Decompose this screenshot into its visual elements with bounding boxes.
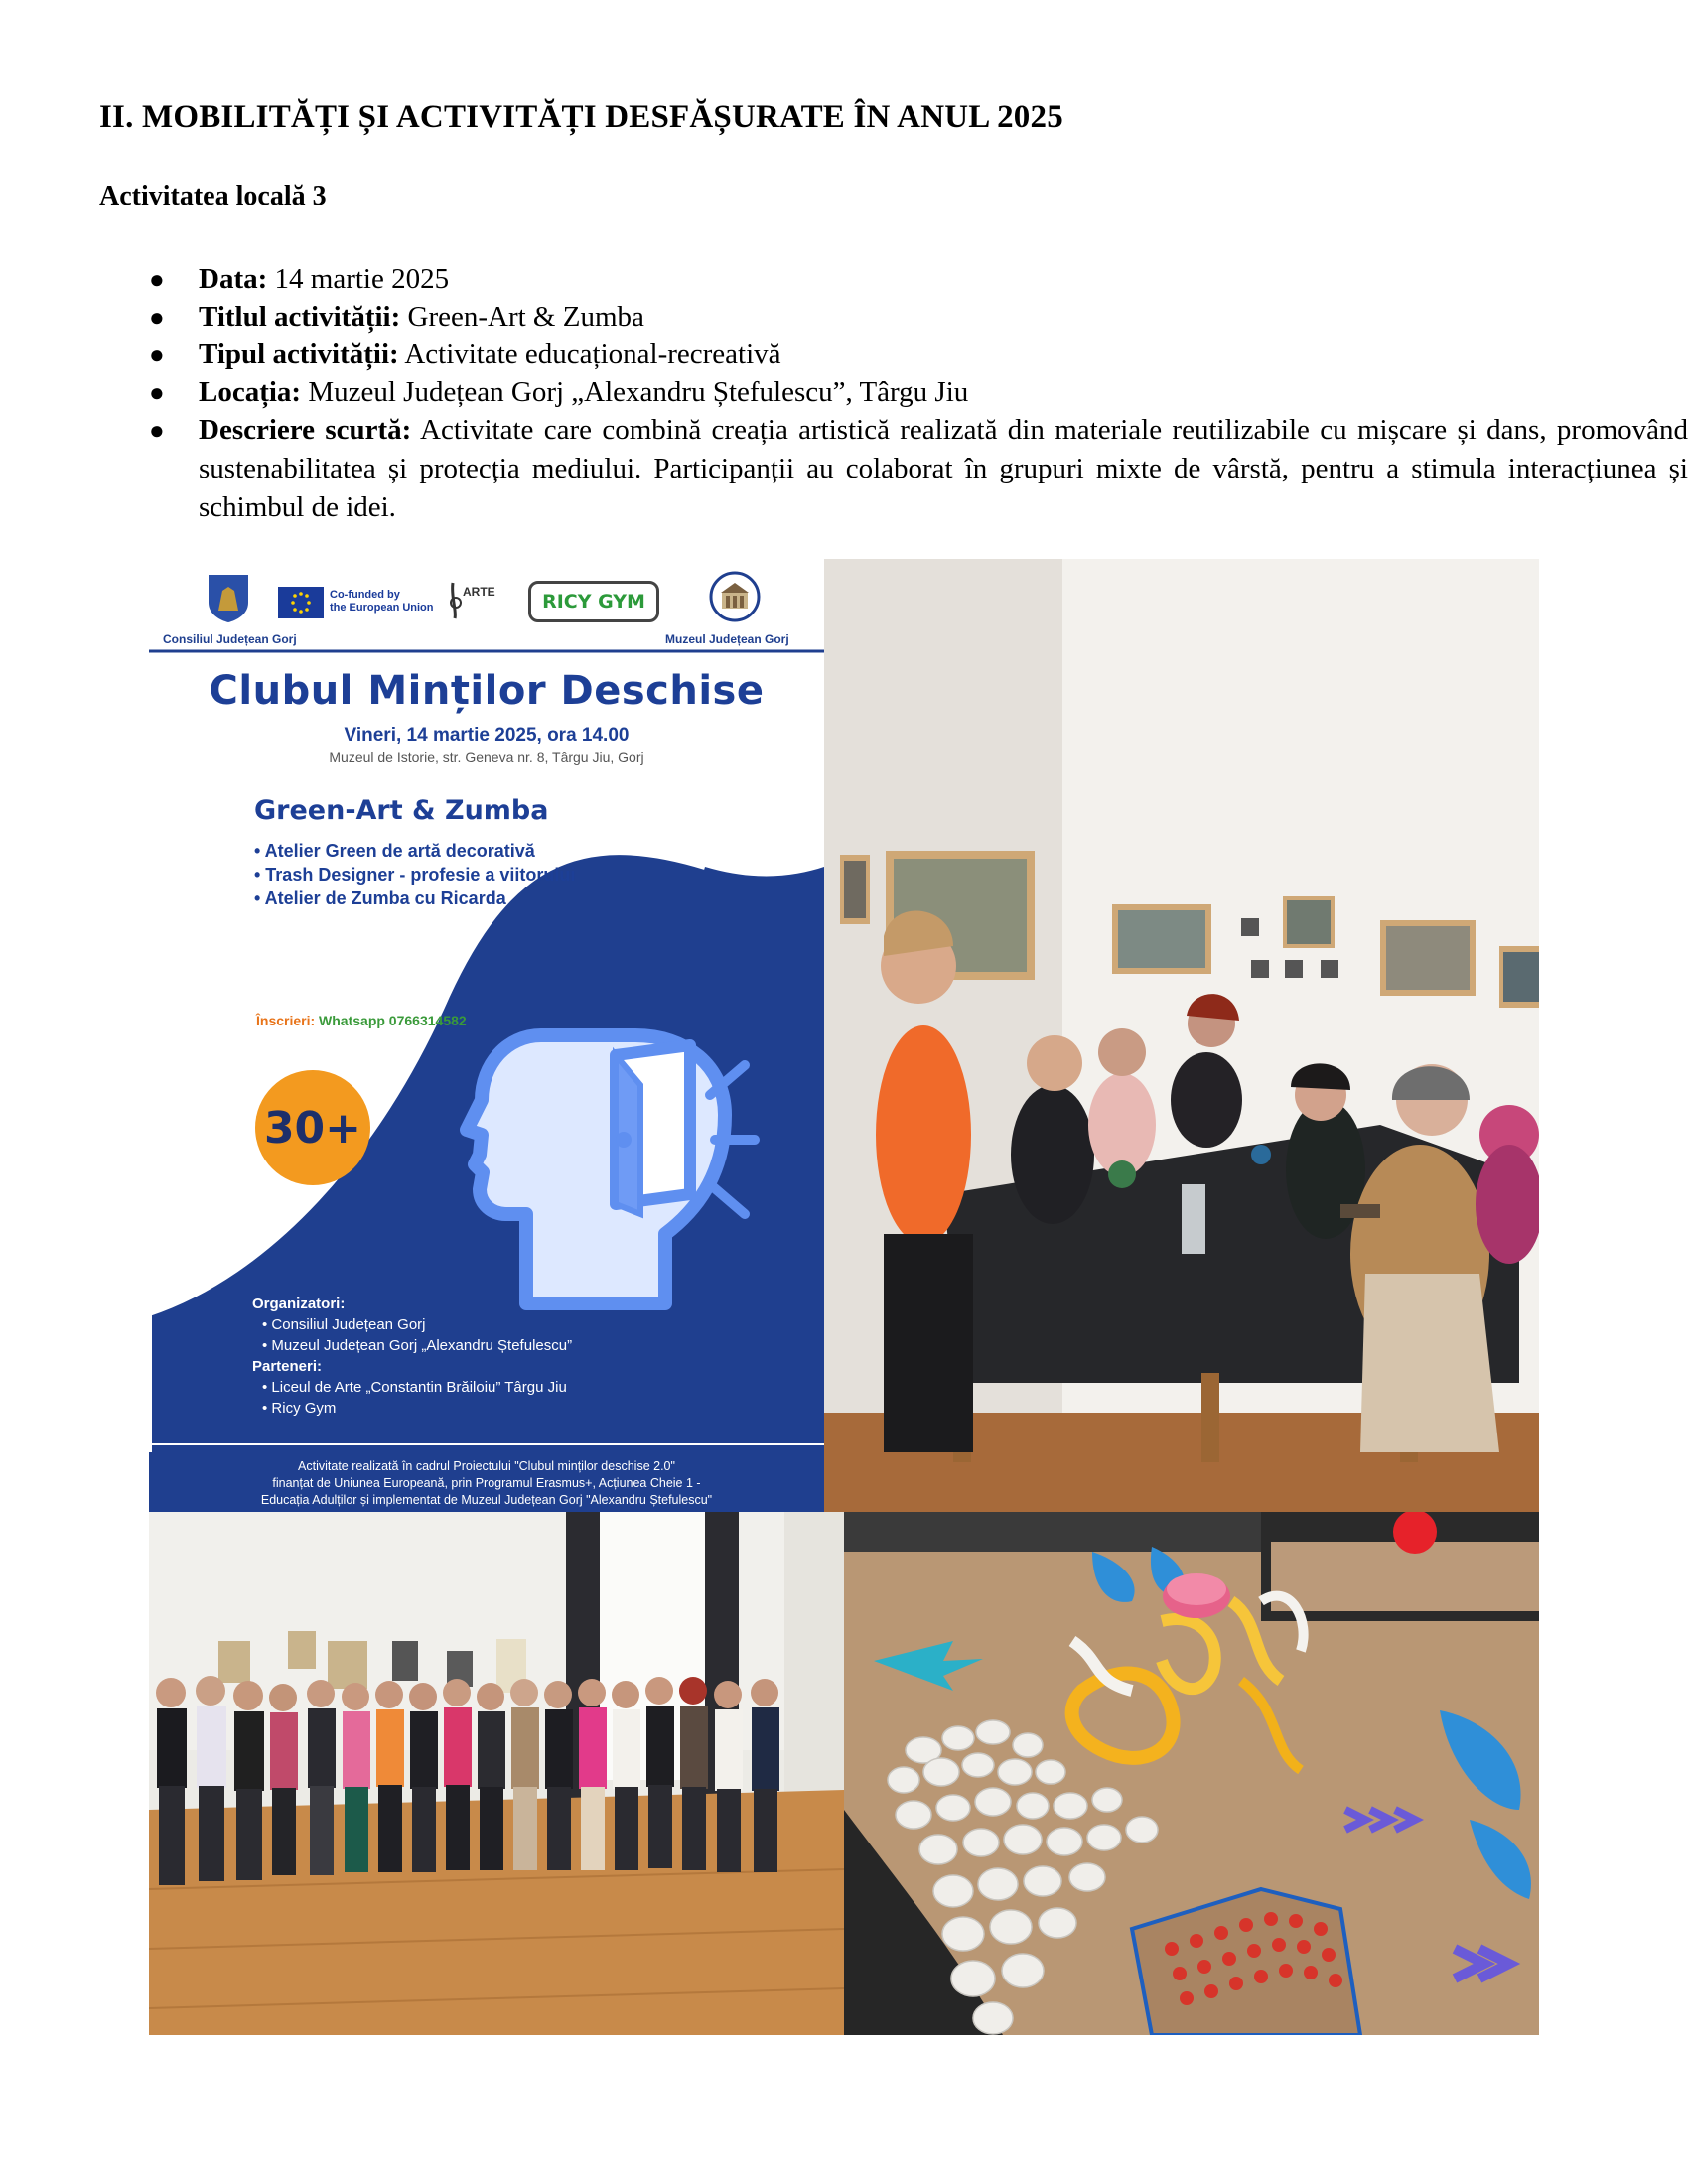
poster-organizers xyxy=(252,1294,572,1419)
registration-value: Whatsapp 0766314582 xyxy=(319,1013,467,1028)
partners-label: Parteneri: xyxy=(252,1358,323,1375)
detail-label: Data: xyxy=(199,263,268,295)
group-scene xyxy=(149,1512,844,2035)
poster-registration xyxy=(256,1013,467,1028)
bullet-icon: ● xyxy=(149,416,165,445)
detail-value: Muzeul Județean Gorj „Alexandru Ștefulescu”, Târgu Jiu xyxy=(301,376,969,408)
age-badge: 30+ xyxy=(263,1103,362,1154)
museum-logo-icon xyxy=(709,571,761,622)
poster-date: Vineri, 14 martie 2025, ora 14.00 xyxy=(344,725,630,746)
event-poster xyxy=(149,559,824,1512)
poster-footer-line: Educația Adulților și implementat de Muzeul Județean Gorj "Alexandru Ștefulescu" xyxy=(260,1493,713,1507)
county-crest-icon xyxy=(207,573,250,624)
eu-text-line: Co-funded by xyxy=(330,589,400,601)
poster-footer-line: Activitate realizată în cadrul Proiectului "Clubul minților deschise 2.0" xyxy=(298,1459,675,1473)
poster-footer-line: finanțat de Uniunea Europeană, prin Programul Erasmus+, Acțiunea Cheie 1 - xyxy=(272,1476,701,1490)
museum-logo-caption: Muzeul Județean Gorj xyxy=(665,632,789,646)
poster-place: Muzeul de Istorie, str. Geneva nr. 8, Târgu Jiu, Gorj xyxy=(329,750,644,765)
detail-label: Descriere scurtă: xyxy=(199,414,412,446)
craft-scene xyxy=(844,1512,1539,2035)
organizer-item: • Muzeul Județean Gorj „Alexandru Ștefulescu” xyxy=(262,1337,573,1354)
partner-item: • Liceul de Arte „Constantin Brăiloiu” Târgu Jiu xyxy=(262,1379,567,1396)
detail-value: 14 martie 2025 xyxy=(267,263,450,295)
eu-cofunded-text xyxy=(330,589,434,614)
organizer-item: • Consiliul Județean Gorj xyxy=(262,1316,426,1333)
eu-text-line: the European Union xyxy=(330,602,434,614)
poster-title: Clubul Minților Deschise xyxy=(209,668,765,714)
poster-bullet: • Atelier Green de artă decorativă xyxy=(254,841,535,861)
detail-value: Activitate care combină creația artistică realizată din materiale reutilizabile cu mișcare și dans, promovând sustenabilitatea și protecția mediului. Participanții au colaborat în grupuri mixte de vârstă, pentru a stimula interacțiunea și schimbul de idei. xyxy=(199,414,1688,523)
detail-label: Tipul activității: xyxy=(199,339,399,370)
workshop-scene xyxy=(824,559,1539,1512)
arts-school-logo xyxy=(447,577,494,620)
arts-logo-text: ARTE xyxy=(463,585,495,599)
poster-footer xyxy=(149,1458,824,1509)
registration-label: Înscrieri: xyxy=(256,1013,316,1028)
detail-label: Titlul activității: xyxy=(199,301,401,333)
partner-item: • Ricy Gym xyxy=(262,1400,337,1417)
detail-value: Activitate educațional-recreativă xyxy=(398,339,781,370)
detail-value: Green-Art & Zumba xyxy=(400,301,644,333)
section-title: II. MOBILITĂȚI ȘI ACTIVITĂȚI DESFĂȘURATE ÎN ANUL 2025 xyxy=(99,99,1063,135)
organizers-label: Organizatori: xyxy=(252,1296,346,1312)
eu-flag-icon xyxy=(278,587,324,618)
county-logo-caption: Consiliul Județean Gorj xyxy=(163,632,297,646)
poster-event-title: Green-Art & Zumba xyxy=(254,795,549,826)
poster-bullets xyxy=(254,839,575,910)
activity-title: Activitatea locală 3 xyxy=(99,181,327,211)
group-photo xyxy=(149,1512,844,2035)
workshop-photo xyxy=(824,559,1539,1512)
craft-closeup-photo xyxy=(844,1512,1539,2035)
bullet-icon: ● xyxy=(149,378,165,407)
bullet-icon: ● xyxy=(149,265,165,294)
poster-bullet: • Atelier de Zumba cu Ricarda xyxy=(254,888,506,908)
ricy-gym-logo: RICY GYM xyxy=(528,581,659,622)
detail-label: Locația: xyxy=(199,376,302,408)
poster-bullet: • Trash Designer - profesie a viitorului xyxy=(254,865,576,885)
bullet-icon: ● xyxy=(149,303,165,332)
bullet-icon: ● xyxy=(149,341,165,369)
